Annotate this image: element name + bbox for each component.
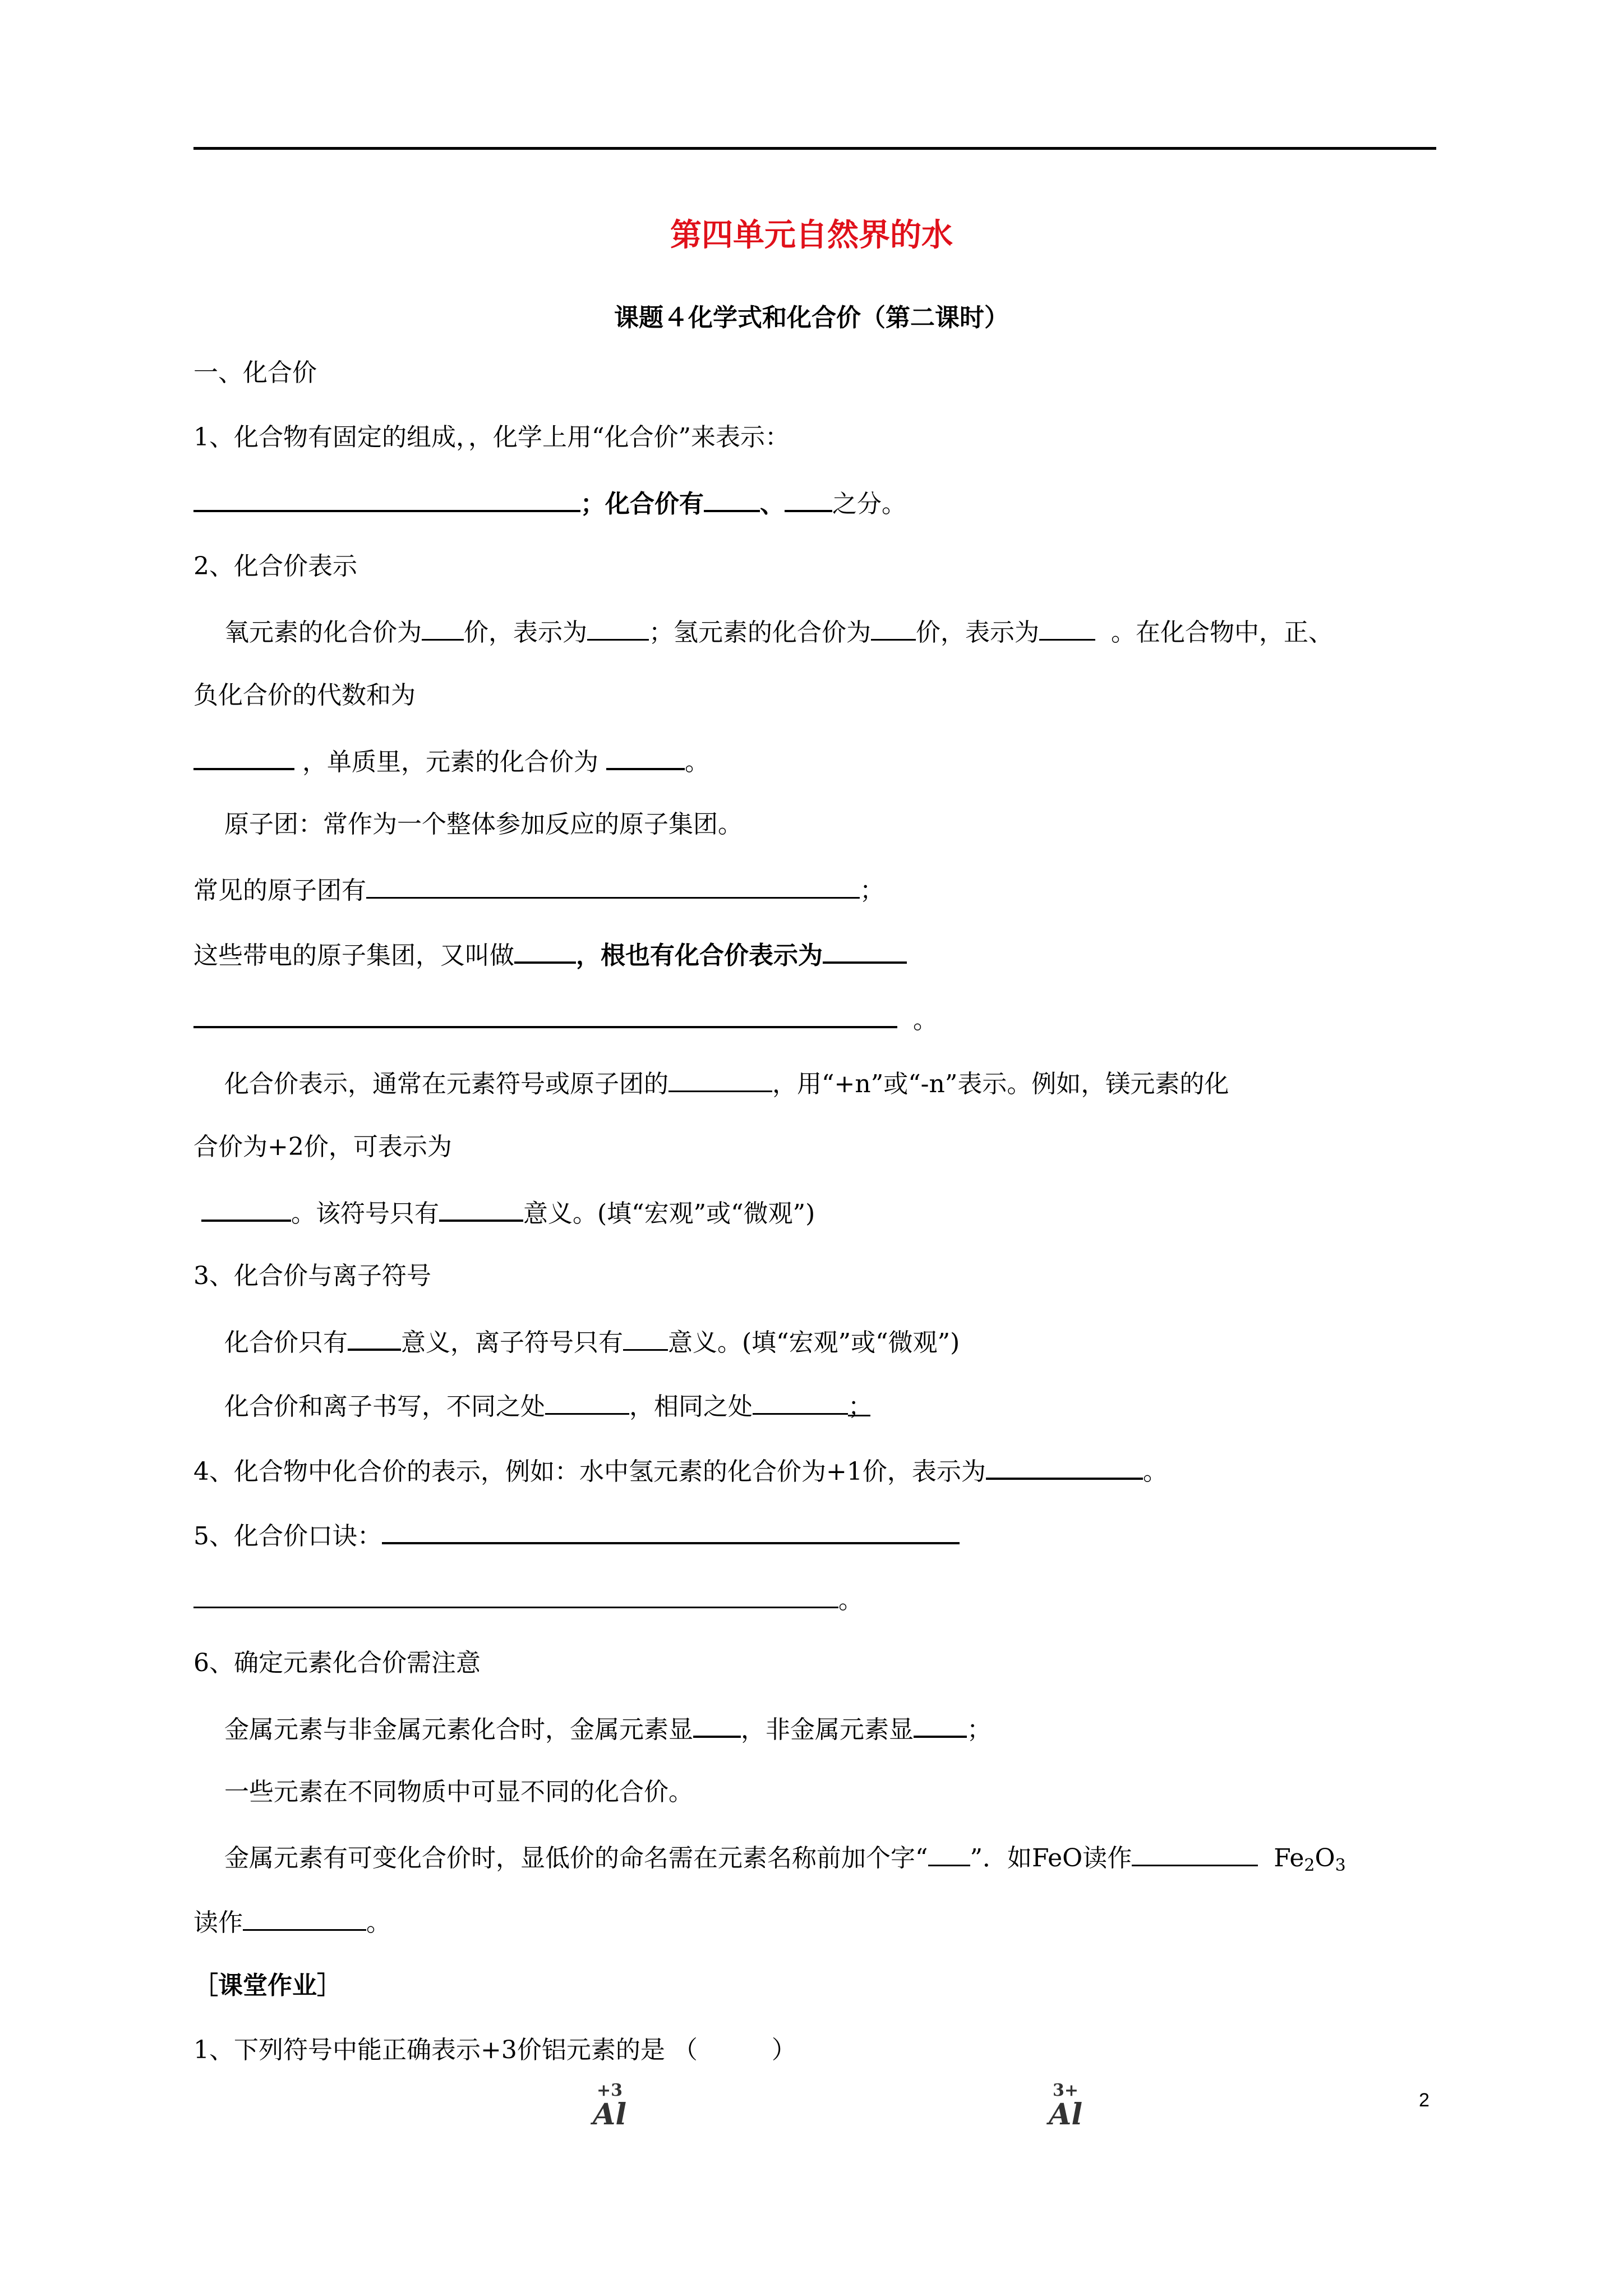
blank[interactable] — [193, 743, 294, 770]
text: 。 — [838, 1586, 863, 1614]
question-4 — [193, 1453, 1168, 1489]
text: 之分。 — [832, 490, 906, 518]
text: 这些带电的原子集团，又叫做 — [193, 941, 514, 970]
text: 金属元素与非金属元素化合时，金属元素显 — [224, 1715, 693, 1744]
text: 。 — [912, 1006, 938, 1034]
page-subtitle: 课题４化学式和化合价（第二课时） — [614, 303, 1009, 332]
text: ，相同之处 — [629, 1392, 753, 1421]
blank[interactable] — [545, 1388, 629, 1415]
text: ，非金属元素显 — [741, 1715, 914, 1744]
question-2-line: 合价为+2价，可表示为 — [193, 1133, 452, 1161]
blank[interactable] — [193, 1001, 897, 1028]
blank[interactable] — [785, 485, 832, 512]
question-2-line — [224, 614, 1333, 650]
option-b[interactable] — [1049, 2082, 1082, 2131]
subscript: 2 — [1304, 1856, 1315, 1875]
question-2-line: 负化合价的代数和为 — [193, 681, 416, 710]
question-2-line — [193, 872, 884, 908]
option-a[interactable] — [593, 2082, 626, 2131]
text: 。 — [685, 748, 709, 776]
question-3-line — [224, 1324, 960, 1360]
blank[interactable] — [606, 743, 685, 770]
text: 4、化合物中化合价的表示，例如：水中氢元素的化合价为+1价，表示为 — [193, 1457, 986, 1486]
question-1-blanks — [193, 485, 906, 521]
text: 。 — [1142, 1457, 1168, 1486]
text: 5、化合价口诀： — [193, 1522, 382, 1550]
blank[interactable] — [439, 1195, 523, 1222]
text: 常见的原子团有 — [193, 876, 366, 905]
question-5-line — [193, 1582, 863, 1617]
blank[interactable] — [243, 1904, 366, 1931]
text: 金属元素有可变化合价时，显低价的命名需在元素名称前加个字“ — [224, 1844, 928, 1872]
formula: O — [1315, 1844, 1335, 1872]
text: 价，表示为 — [916, 618, 1039, 647]
page-title: 第四单元自然界的水 — [670, 217, 953, 254]
blank[interactable] — [1039, 614, 1095, 641]
text: 、 — [760, 490, 785, 518]
section-heading: 一、化合价 — [193, 358, 317, 387]
question-6-line: 一些元素在不同物质中可显不同的化合价。 — [224, 1778, 693, 1806]
question-6-line — [224, 1840, 1346, 1883]
text: ； — [860, 876, 884, 905]
text: 氧元素的化合价为 — [224, 618, 422, 647]
blank[interactable] — [623, 1324, 668, 1351]
text: ； — [967, 1715, 992, 1744]
text: ，单质里，元素的化合价为 — [302, 748, 598, 776]
page-number: 2 — [1419, 2090, 1430, 2111]
blank[interactable] — [914, 1711, 967, 1738]
blank[interactable] — [382, 1517, 960, 1544]
text: 。在化合物中，正、 — [1110, 618, 1333, 647]
blank[interactable] — [366, 872, 860, 899]
blank[interactable] — [928, 1840, 970, 1866]
charge-label: 3+ — [1053, 2081, 1079, 2100]
question-2-line — [193, 1195, 815, 1231]
text: 化合价和离子书写，不同之处 — [224, 1392, 545, 1421]
formula: Fe — [1274, 1844, 1304, 1872]
text: 化合价表示，通常在元素符号或原子团的 — [224, 1070, 668, 1098]
element-symbol: Al — [1049, 2097, 1083, 2132]
text: ，根也有化合价表示为 — [576, 941, 823, 970]
blank[interactable] — [823, 937, 907, 964]
blank[interactable] — [201, 1195, 291, 1222]
text: 意义。(填“宏观”或“微观”) — [523, 1199, 815, 1228]
text: 。该符号只有 — [291, 1199, 439, 1228]
blank[interactable] — [193, 1582, 838, 1608]
charge-label: +3 — [597, 2081, 623, 2100]
question-2-line — [193, 1001, 938, 1037]
text: 化合价只有 — [224, 1328, 348, 1357]
question-2-line: 原子团：常作为一个整体参加反应的原子集团。 — [224, 810, 743, 839]
question-6-line — [193, 1904, 391, 1940]
blank[interactable] — [986, 1453, 1143, 1480]
question-2-line — [224, 1066, 1229, 1101]
top-rule — [193, 147, 1436, 150]
question-3-line — [224, 1388, 873, 1424]
blank[interactable] — [587, 614, 649, 641]
homework-heading: ［课堂作业］ — [193, 1971, 342, 2000]
text: 意义。(填“宏观”或“微观”) — [668, 1328, 960, 1357]
blank[interactable] — [871, 614, 916, 641]
subscript: 3 — [1335, 1856, 1346, 1875]
blank[interactable] — [704, 485, 760, 512]
blank[interactable] — [422, 614, 464, 641]
question-6-line — [224, 1711, 992, 1747]
question-2: 2、化合价表示 — [193, 552, 357, 581]
text: ；氢元素的化合价为 — [649, 618, 871, 647]
question-6: 6、确定元素化合价需注意 — [193, 1649, 481, 1677]
blank[interactable] — [193, 485, 580, 512]
text: 。 — [366, 1908, 391, 1937]
text: ，用“+n”或“-n”表示。例如，镁元素的化 — [772, 1070, 1229, 1098]
homework-question-1: 1、下列符号中能正确表示+3价铝元素的是 （ ） — [193, 2036, 796, 2064]
blank[interactable] — [514, 937, 576, 964]
element-symbol: Al — [593, 2097, 627, 2132]
text: ；化合价有 — [580, 490, 704, 518]
blank[interactable] — [693, 1711, 741, 1738]
question-3: 3、化合价与离子符号 — [193, 1262, 431, 1290]
blank[interactable] — [668, 1066, 772, 1092]
blank[interactable] — [1132, 1840, 1258, 1866]
blank[interactable] — [848, 1390, 873, 1421]
text: ； — [848, 1392, 873, 1421]
text: 价，表示为 — [464, 618, 587, 647]
blank[interactable] — [348, 1324, 401, 1351]
text: ”．如FeO读作 — [970, 1844, 1132, 1872]
text: 读作 — [193, 1908, 243, 1937]
text: 意义，离子符号只有 — [401, 1328, 623, 1357]
blank[interactable] — [753, 1388, 848, 1415]
question-2-line — [193, 743, 709, 779]
question-2-line — [193, 937, 907, 973]
question-1: 1、化合物有固定的组成，，化学上用“化合价”来表示： — [193, 423, 790, 452]
question-5 — [193, 1517, 960, 1553]
